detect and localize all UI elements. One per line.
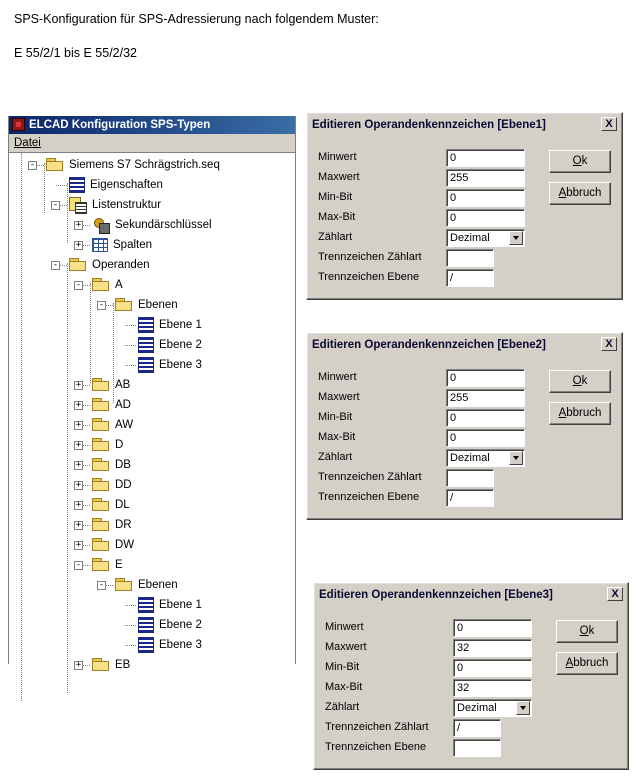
label-tz-ebene: Trennzeichen Ebene: [318, 491, 420, 503]
tree-node-label: AB: [115, 379, 131, 391]
field-value: 0: [450, 412, 457, 424]
tree-node-label: DD: [115, 479, 132, 491]
cancel-label: bbruch: [573, 657, 609, 669]
close-button[interactable]: [601, 337, 617, 351]
ok-mnemonic: O: [572, 375, 582, 387]
ok-mnemonic: O: [579, 625, 589, 637]
ok-button[interactable]: [556, 620, 618, 643]
expand-icon[interactable]: +: [75, 520, 82, 530]
folder-icon: [92, 418, 110, 432]
edit-dialog-ebene3: [313, 582, 629, 770]
tree-connector: [56, 185, 67, 186]
chevron-down-icon[interactable]: [516, 701, 530, 715]
field-maxbit[interactable]: [446, 429, 525, 447]
folder-icon: [92, 538, 110, 552]
label-minwert: Minwert: [325, 621, 364, 633]
key-icon: [92, 217, 110, 233]
tree-connector: [125, 605, 136, 606]
ok-mnemonic: O: [572, 155, 582, 167]
folder-icon: [92, 478, 110, 492]
tree-node[interactable]: [138, 595, 202, 615]
tree-connector: [125, 345, 136, 346]
field-tz-zaehlart[interactable]: [446, 249, 494, 267]
tree-node-label: DW: [115, 539, 135, 551]
tree-node-label: DR: [115, 519, 132, 531]
field-value: 0: [457, 622, 464, 634]
folder-icon: [46, 158, 64, 172]
tree-node-label: Sekundärschlüssel: [115, 219, 212, 231]
chevron-down-icon[interactable]: [509, 231, 523, 245]
tree-node[interactable]: [92, 215, 212, 235]
field-maxwert[interactable]: [446, 389, 525, 407]
field-value: 32: [457, 682, 470, 694]
tree-node[interactable]: [138, 355, 202, 375]
tree-node-label: Operanden: [92, 259, 150, 271]
collapse-icon[interactable]: -: [52, 200, 59, 210]
table-columns-icon: [92, 238, 108, 252]
tree-window-title-bar[interactable]: [9, 116, 295, 134]
tree-node[interactable]: [92, 515, 132, 535]
field-value: 0: [450, 152, 457, 164]
tree-node[interactable]: [92, 235, 152, 255]
dialog-title: Editieren Operandenkennzeichen [Ebene3]: [319, 589, 553, 601]
collapse-icon[interactable]: -: [98, 300, 105, 310]
folder-icon: [92, 498, 110, 512]
tree-node-label: Ebene 2: [159, 339, 202, 351]
field-minbit[interactable]: [453, 659, 532, 677]
tree-guide-line: [67, 263, 68, 693]
close-icon: X: [611, 588, 619, 600]
tree-node[interactable]: [138, 635, 202, 655]
field-minwert[interactable]: [453, 619, 532, 637]
tree-connector: [125, 625, 136, 626]
field-minbit[interactable]: [446, 189, 525, 207]
dialog-title-bar[interactable]: [317, 586, 625, 604]
folder-icon: [69, 258, 87, 272]
expand-icon[interactable]: +: [75, 660, 82, 670]
label-tz-ebene: Trennzeichen Ebene: [325, 741, 427, 753]
tree-node[interactable]: [92, 455, 131, 475]
label-maxbit: Max-Bit: [325, 681, 363, 693]
document-list-icon: [138, 617, 154, 633]
cancel-label: bbruch: [566, 407, 602, 419]
field-value: Dezimal: [450, 452, 490, 464]
tree-node-label: AD: [115, 399, 131, 411]
collapse-icon[interactable]: -: [29, 160, 36, 170]
collapse-icon[interactable]: -: [52, 260, 59, 270]
dialog-title-bar[interactable]: [310, 336, 619, 354]
close-button[interactable]: [607, 587, 623, 601]
tree-node[interactable]: [69, 175, 163, 195]
close-icon: X: [605, 338, 613, 350]
label-minwert: Minwert: [318, 371, 357, 383]
label-maxwert: Maxwert: [318, 391, 360, 403]
field-tz-zaehlart[interactable]: [453, 719, 501, 737]
tree-node-label: Ebene 3: [159, 359, 202, 371]
tree-node[interactable]: [69, 255, 150, 275]
tree-node[interactable]: [92, 375, 130, 395]
close-button[interactable]: [601, 117, 617, 131]
cancel-button[interactable]: [549, 402, 611, 425]
tree-node[interactable]: [92, 655, 130, 675]
cancel-mnemonic: A: [558, 407, 567, 419]
tree-node-label: EB: [115, 659, 131, 671]
expand-icon[interactable]: +: [75, 220, 82, 230]
dialog-title: Editieren Operandenkennzeichen [Ebene1]: [312, 119, 546, 131]
field-minbit[interactable]: [446, 409, 525, 427]
collapse-icon[interactable]: -: [98, 580, 105, 590]
field-value: Dezimal: [450, 232, 490, 244]
document-list-icon: [138, 637, 154, 653]
tree-node[interactable]: [92, 495, 130, 515]
tree-node-label: DL: [115, 499, 130, 511]
tree-connector: [125, 325, 136, 326]
tree-node[interactable]: [92, 475, 132, 495]
field-maxwert[interactable]: [453, 639, 532, 657]
label-zaehlart: Zählart: [318, 231, 353, 243]
tree-node-label: Ebene 1: [159, 319, 202, 331]
folder-icon: [92, 458, 110, 472]
label-tz-zaehlart: Trennzeichen Zählart: [318, 471, 422, 483]
tree-node-label: AW: [115, 419, 134, 431]
document-list-icon: [69, 177, 85, 193]
expand-icon[interactable]: +: [75, 400, 82, 410]
field-value: 0: [450, 192, 457, 204]
folder-icon: [115, 578, 133, 592]
tree-node[interactable]: [92, 275, 123, 295]
tree-node[interactable]: [92, 435, 123, 455]
field-tz-ebene[interactable]: [446, 489, 494, 507]
ok-button[interactable]: [549, 370, 611, 393]
tree-node[interactable]: [92, 555, 123, 575]
collapse-icon[interactable]: -: [75, 560, 82, 570]
zaehlart-select[interactable]: [446, 449, 525, 467]
folder-icon: [92, 278, 110, 292]
folder-icon: [92, 658, 110, 672]
doc-line-2: E 55/2/1 bis E 55/2/32: [14, 46, 138, 60]
tree-node[interactable]: [115, 575, 178, 595]
tree-node-label: Ebenen: [138, 579, 178, 591]
tree-guide-line: [21, 153, 22, 701]
app-icon: [12, 118, 25, 131]
tree-node-label: A: [115, 279, 123, 291]
cancel-button[interactable]: [549, 182, 611, 205]
tree-node-label: Eigenschaften: [90, 179, 163, 191]
folder-icon: [92, 558, 110, 572]
cancel-button[interactable]: [556, 652, 618, 675]
cancel-mnemonic: A: [558, 187, 567, 199]
label-maxbit: Max-Bit: [318, 211, 356, 223]
label-minbit: Min-Bit: [318, 411, 353, 423]
expand-icon[interactable]: +: [75, 420, 82, 430]
tree-node[interactable]: [115, 295, 178, 315]
collapse-icon[interactable]: -: [75, 280, 82, 290]
expand-icon[interactable]: +: [75, 480, 82, 490]
doc-line-1: SPS-Konfiguration für SPS-Adressierung nach folgendem Muster:: [14, 12, 379, 26]
folder-icon: [92, 398, 110, 412]
label-minbit: Min-Bit: [318, 191, 353, 203]
folder-icon: [115, 298, 133, 312]
tree-node-label: E: [115, 559, 123, 571]
document-list-icon: [138, 597, 154, 613]
ok-label: k: [581, 375, 588, 387]
tree-node[interactable]: [138, 315, 202, 335]
tree-node-label: Siemens S7 Schrägstrich.seq: [69, 159, 220, 171]
label-tz-ebene: Trennzeichen Ebene: [318, 271, 420, 283]
label-maxbit: Max-Bit: [318, 431, 356, 443]
expand-icon[interactable]: +: [75, 440, 82, 450]
document-list-icon: [138, 337, 154, 353]
dialog-title: Editieren Operandenkennzeichen [Ebene2]: [312, 339, 546, 351]
label-tz-zaehlart: Trennzeichen Zählart: [318, 251, 422, 263]
field-maxbit[interactable]: [446, 209, 525, 227]
tree-node-label: Ebene 2: [159, 619, 202, 631]
tree-node-label: Ebene 3: [159, 639, 202, 651]
cancel-mnemonic: A: [565, 657, 574, 669]
edit-dialog-ebene2: [306, 332, 623, 520]
menu-datei[interactable]: Datei: [14, 137, 41, 149]
label-tz-zaehlart: Trennzeichen Zählart: [325, 721, 429, 733]
tree-guide-line: [67, 183, 68, 243]
label-maxwert: Maxwert: [325, 641, 367, 653]
tree-node[interactable]: [92, 395, 131, 415]
field-value: 255: [450, 172, 469, 184]
tree-node-label: Ebene 1: [159, 599, 202, 611]
folder-icon: [92, 378, 110, 392]
expand-icon[interactable]: +: [75, 240, 82, 250]
label-zaehlart: Zählart: [318, 451, 353, 463]
tree-node[interactable]: [46, 155, 220, 175]
document-list-icon: [138, 317, 154, 333]
ok-label: k: [588, 625, 595, 637]
tree-connector: [125, 645, 136, 646]
cancel-label: bbruch: [566, 187, 602, 199]
field-value: 0: [450, 372, 457, 384]
field-minwert[interactable]: [446, 369, 525, 387]
expand-icon[interactable]: +: [75, 380, 82, 390]
tree-guide-line: [44, 163, 45, 213]
field-tz-zaehlart[interactable]: [446, 469, 494, 487]
tree-node[interactable]: [138, 615, 202, 635]
label-maxwert: Maxwert: [318, 171, 360, 183]
document-list-icon: [138, 357, 154, 373]
field-value: /: [457, 722, 461, 734]
tree-node[interactable]: [69, 195, 161, 215]
field-value: 0: [450, 432, 457, 444]
field-value: 0: [457, 662, 464, 674]
field-tz-ebene[interactable]: [453, 739, 501, 757]
tree-guide-line: [90, 283, 91, 383]
field-value: 32: [457, 642, 470, 654]
field-value: Dezimal: [457, 702, 497, 714]
ok-label: k: [581, 155, 588, 167]
field-tz-ebene[interactable]: [446, 269, 494, 287]
list-structure-icon: [69, 197, 87, 213]
tree-window-title: ELCAD Konfiguration SPS-Typen: [29, 119, 211, 131]
tree-node[interactable]: [92, 535, 134, 555]
folder-icon: [92, 438, 110, 452]
field-value: 0: [450, 212, 457, 224]
zaehlart-select[interactable]: [453, 699, 532, 717]
expand-icon[interactable]: +: [75, 540, 82, 550]
chevron-down-icon[interactable]: [509, 451, 523, 465]
tree-node-label: DB: [115, 459, 131, 471]
field-value: /: [450, 492, 454, 504]
folder-icon: [92, 518, 110, 532]
tree-node[interactable]: [92, 415, 133, 435]
menu-bar: [9, 134, 295, 153]
close-icon: X: [605, 118, 613, 130]
field-maxbit[interactable]: [453, 679, 532, 697]
label-minbit: Min-Bit: [325, 661, 360, 673]
tree-window: [8, 116, 296, 671]
expand-icon[interactable]: +: [75, 500, 82, 510]
label-minwert: Minwert: [318, 151, 357, 163]
field-value: 255: [450, 392, 469, 404]
ok-button[interactable]: [549, 150, 611, 173]
expand-icon[interactable]: +: [75, 460, 82, 470]
zaehlart-select[interactable]: [446, 229, 525, 247]
label-zaehlart: Zählart: [325, 701, 360, 713]
field-maxwert[interactable]: [446, 169, 525, 187]
field-minwert[interactable]: [446, 149, 525, 167]
tree-node[interactable]: [138, 335, 202, 355]
edit-dialog-ebene1: [306, 112, 623, 300]
tree-node-label: D: [115, 439, 124, 451]
tree-connector: [125, 365, 136, 366]
dialog-title-bar[interactable]: [310, 116, 619, 134]
field-value: /: [450, 272, 454, 284]
tree-node-label: Listenstruktur: [92, 199, 162, 211]
tree-node-label: Ebenen: [138, 299, 178, 311]
tree-node-label: Spalten: [113, 239, 153, 251]
